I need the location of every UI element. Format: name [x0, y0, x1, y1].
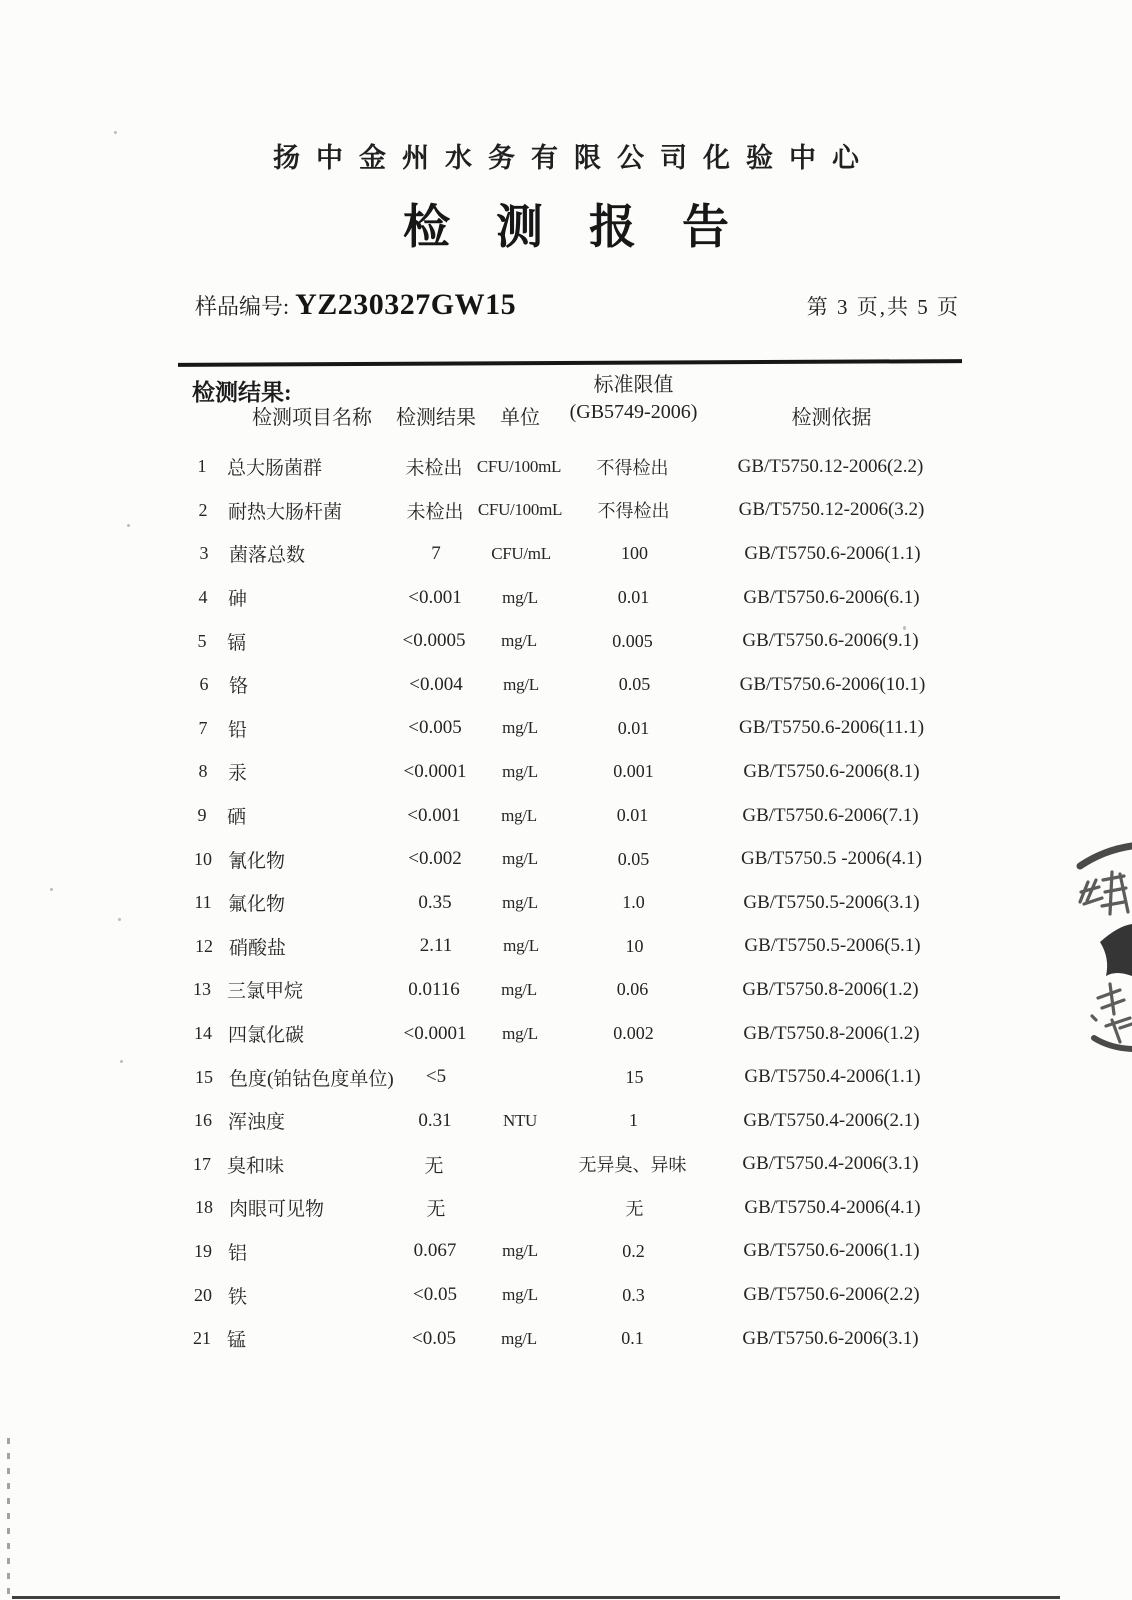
- table-row: [178, 1230, 962, 1274]
- item-limit: 无: [625, 1198, 644, 1219]
- row-number: 1: [197, 456, 207, 477]
- sample-number-label: 样品编号:: [195, 294, 290, 319]
- item-limit: 1.0: [622, 892, 645, 913]
- item-name: 四氯化碳: [228, 1025, 305, 1047]
- row-number: 17: [193, 1153, 211, 1174]
- scan-speck: [50, 888, 53, 891]
- row-number: 3: [199, 543, 209, 564]
- table-row: [178, 750, 962, 794]
- table-row: [179, 532, 963, 576]
- page-number-indicator: 第 3 页,共 5 页: [806, 295, 960, 319]
- horizontal-rule: [178, 359, 962, 367]
- item-basis: GB/T5750.5-2006(5.1): [744, 935, 921, 957]
- item-name: 铝: [228, 1242, 248, 1264]
- table-row: [178, 1273, 962, 1317]
- table-row: [178, 707, 962, 751]
- item-basis: GB/T5750.5 -2006(4.1): [740, 848, 922, 870]
- item-name: 汞: [228, 763, 248, 785]
- item-limit: 不得检出: [597, 501, 670, 522]
- item-unit: CFU/100mL: [477, 500, 563, 520]
- item-name: 铁: [228, 1286, 248, 1308]
- item-basis: GB/T5750.6-2006(8.1): [743, 760, 920, 782]
- item-limit: 100: [621, 543, 648, 564]
- item-name: 硒: [227, 807, 247, 829]
- item-unit: CFU/100mL: [476, 456, 562, 476]
- table-row: [177, 968, 961, 1012]
- item-name: 菌落总数: [229, 545, 306, 567]
- item-unit: mg/L: [502, 1241, 538, 1261]
- item-result: 未检出: [405, 458, 463, 480]
- row-number: 11: [194, 892, 212, 913]
- item-unit: NTU: [502, 1110, 538, 1130]
- report-title: 检测报告: [403, 202, 775, 254]
- scan-speck: [120, 1060, 123, 1063]
- item-name: 硝酸盐: [229, 937, 287, 959]
- sample-number-group: [195, 288, 516, 322]
- item-name: 氰化物: [228, 850, 286, 872]
- item-limit: 不得检出: [596, 457, 669, 478]
- table-row: [177, 619, 961, 663]
- row-number: 13: [193, 979, 211, 1000]
- item-basis: GB/T5750.4-2006(1.1): [744, 1066, 921, 1088]
- row-number: 10: [194, 848, 212, 869]
- item-name: 三氯甲烷: [227, 981, 304, 1003]
- item-unit: mg/L: [502, 761, 538, 781]
- item-basis: GB/T5750.4-2006(2.1): [743, 1109, 920, 1131]
- item-name: 浑浊度: [228, 1112, 286, 1134]
- row-number: 18: [195, 1197, 213, 1218]
- table-header-row: [178, 401, 962, 430]
- item-basis: GB/T5750.6-2006(2.2): [743, 1284, 920, 1306]
- row-number: 20: [194, 1284, 212, 1305]
- row-number: 7: [198, 717, 208, 738]
- item-basis: GB/T5750.5-2006(3.1): [743, 891, 920, 913]
- item-result: 0.0116: [408, 978, 460, 1000]
- header-limit: (GB5749-2006): [569, 401, 698, 423]
- item-limit: 0.001: [613, 761, 654, 782]
- item-basis: GB/T5750.6-2006(9.1): [742, 630, 919, 652]
- item-basis: GB/T5750.12-2006(2.2): [737, 455, 924, 477]
- sample-number-value: YZ230327GW15: [295, 288, 517, 321]
- item-limit: 0.002: [613, 1023, 654, 1044]
- row-number: 19: [194, 1240, 212, 1261]
- item-unit: mg/L: [503, 936, 539, 956]
- item-name: 耐热大肠杆菌: [228, 501, 343, 523]
- item-name: 铅: [228, 719, 248, 741]
- item-result: <0.0001: [403, 1022, 467, 1044]
- item-name: 色度(铂钴色度单位): [229, 1068, 394, 1090]
- item-result: <0.0001: [403, 760, 467, 782]
- table-row: [177, 1317, 961, 1361]
- table-row: [177, 1143, 961, 1187]
- limit-header-top: 标准限值: [593, 374, 674, 396]
- header-unit: 单位: [500, 407, 540, 429]
- item-basis: GB/T5750.8-2006(1.2): [742, 978, 919, 1000]
- item-limit: 0.06: [616, 979, 649, 1000]
- item-limit: 0.2: [622, 1240, 645, 1261]
- item-basis: GB/T5750.6-2006(11.1): [738, 717, 925, 739]
- item-name: 肉眼可见物: [229, 1199, 325, 1221]
- item-result: <0.002: [408, 848, 462, 870]
- table-row: [178, 1012, 962, 1056]
- row-number: 2: [198, 499, 208, 520]
- row-number: 9: [197, 805, 207, 826]
- row-number: 12: [195, 935, 213, 956]
- results-section-label: 检测结果:: [192, 380, 292, 405]
- item-unit: mg/L: [502, 849, 538, 869]
- item-unit: mg/L: [501, 631, 537, 651]
- item-name: 镉: [227, 632, 247, 654]
- item-result: <0.05: [413, 1284, 457, 1306]
- item-result: <0.005: [408, 717, 462, 739]
- row-number: 16: [194, 1110, 212, 1131]
- item-unit: CFU/mL: [491, 543, 551, 563]
- item-name: 铬: [229, 676, 249, 698]
- item-limit: 1: [629, 1110, 638, 1131]
- item-result: <5: [425, 1066, 447, 1088]
- item-name: 总大肠菌群: [227, 458, 323, 480]
- item-limit: 0.05: [617, 848, 650, 869]
- item-basis: GB/T5750.6-2006(6.1): [743, 586, 920, 608]
- scan-edge-artifact: [12, 1596, 1060, 1599]
- header-result: 检测结果: [396, 407, 476, 429]
- item-name: 臭和味: [227, 1155, 285, 1177]
- item-result: 7: [431, 542, 441, 564]
- item-name: 砷: [228, 589, 248, 611]
- results-table-body: [178, 445, 962, 1360]
- row-number: 21: [193, 1328, 211, 1349]
- item-limit: 0.05: [618, 674, 651, 695]
- scan-speck: [114, 131, 117, 134]
- item-basis: GB/T5750.8-2006(1.2): [743, 1022, 920, 1044]
- item-limit: 0.1: [621, 1328, 644, 1349]
- item-unit: mg/L: [502, 1023, 538, 1043]
- header-spacer: [178, 401, 228, 430]
- scan-speck: [127, 524, 130, 527]
- header-item-name: 检测项目名称: [252, 407, 372, 429]
- row-number: 8: [198, 761, 208, 782]
- scan-edge-artifact: [7, 1438, 10, 1596]
- item-result: 0.35: [418, 891, 452, 913]
- header-basis: 检测依据: [791, 407, 872, 429]
- item-result: <0.0005: [402, 630, 466, 652]
- item-result: <0.05: [412, 1327, 456, 1349]
- item-basis: GB/T5750.4-2006(3.1): [742, 1153, 919, 1175]
- item-unit: mg/L: [502, 718, 538, 738]
- item-limit: 0.01: [616, 805, 649, 826]
- item-name: 锰: [227, 1330, 247, 1352]
- item-limit: 无异臭、异味: [578, 1155, 687, 1176]
- item-basis: GB/T5750.6-2006(1.1): [743, 1240, 920, 1262]
- item-basis: GB/T5750.12-2006(3.2): [738, 499, 925, 521]
- table-row: [179, 1055, 963, 1099]
- table-row: [177, 445, 961, 489]
- table-row: [178, 576, 962, 620]
- item-basis: GB/T5750.6-2006(3.1): [742, 1327, 919, 1349]
- item-unit: mg/L: [501, 979, 537, 999]
- organization-name: 扬中金州水务有限公司化验中心: [273, 143, 875, 173]
- row-number: 5: [197, 630, 207, 651]
- table-row: [178, 489, 962, 533]
- table-row: [178, 881, 962, 925]
- row-number: 6: [199, 674, 209, 695]
- item-limit: 15: [625, 1066, 644, 1087]
- item-result: 0.31: [418, 1109, 452, 1131]
- item-limit: 0.3: [622, 1284, 645, 1305]
- scan-speck: [903, 626, 906, 630]
- item-basis: GB/T5750.6-2006(1.1): [744, 542, 921, 564]
- item-basis: GB/T5750.6-2006(7.1): [742, 804, 919, 826]
- item-basis: GB/T5750.4-2006(4.1): [744, 1196, 921, 1218]
- item-unit: mg/L: [501, 805, 537, 825]
- item-result: <0.001: [408, 586, 462, 608]
- item-result: 2.11: [419, 935, 453, 957]
- item-result: 无: [424, 1155, 444, 1177]
- item-basis: GB/T5750.6-2006(10.1): [739, 673, 926, 695]
- table-row: [179, 1186, 963, 1230]
- item-unit: mg/L: [503, 674, 539, 694]
- table-row: [178, 1099, 962, 1143]
- item-unit: mg/L: [501, 1328, 537, 1348]
- item-result: 0.067: [413, 1240, 457, 1262]
- sample-info-row: [195, 288, 960, 322]
- table-row: [178, 837, 962, 881]
- official-seal-stamp-icon: [1050, 830, 1132, 1060]
- row-number: 4: [198, 587, 208, 608]
- item-unit: mg/L: [502, 587, 538, 607]
- item-result: <0.001: [407, 804, 461, 826]
- table-row: [179, 663, 963, 707]
- scan-speck: [118, 918, 121, 921]
- item-limit: 0.005: [612, 630, 653, 651]
- item-name: 氟化物: [228, 894, 286, 916]
- item-limit: 0.01: [617, 587, 650, 608]
- table-row: [177, 794, 961, 838]
- item-limit: 0.01: [617, 717, 650, 738]
- item-result: 未检出: [406, 501, 464, 523]
- row-number: 15: [195, 1066, 213, 1087]
- item-limit: 10: [625, 935, 644, 956]
- item-result: <0.004: [409, 673, 463, 695]
- item-unit: mg/L: [502, 1285, 538, 1305]
- row-number: 14: [194, 1023, 212, 1044]
- item-result: 无: [426, 1199, 446, 1221]
- item-unit: mg/L: [502, 892, 538, 912]
- table-row: [179, 925, 963, 969]
